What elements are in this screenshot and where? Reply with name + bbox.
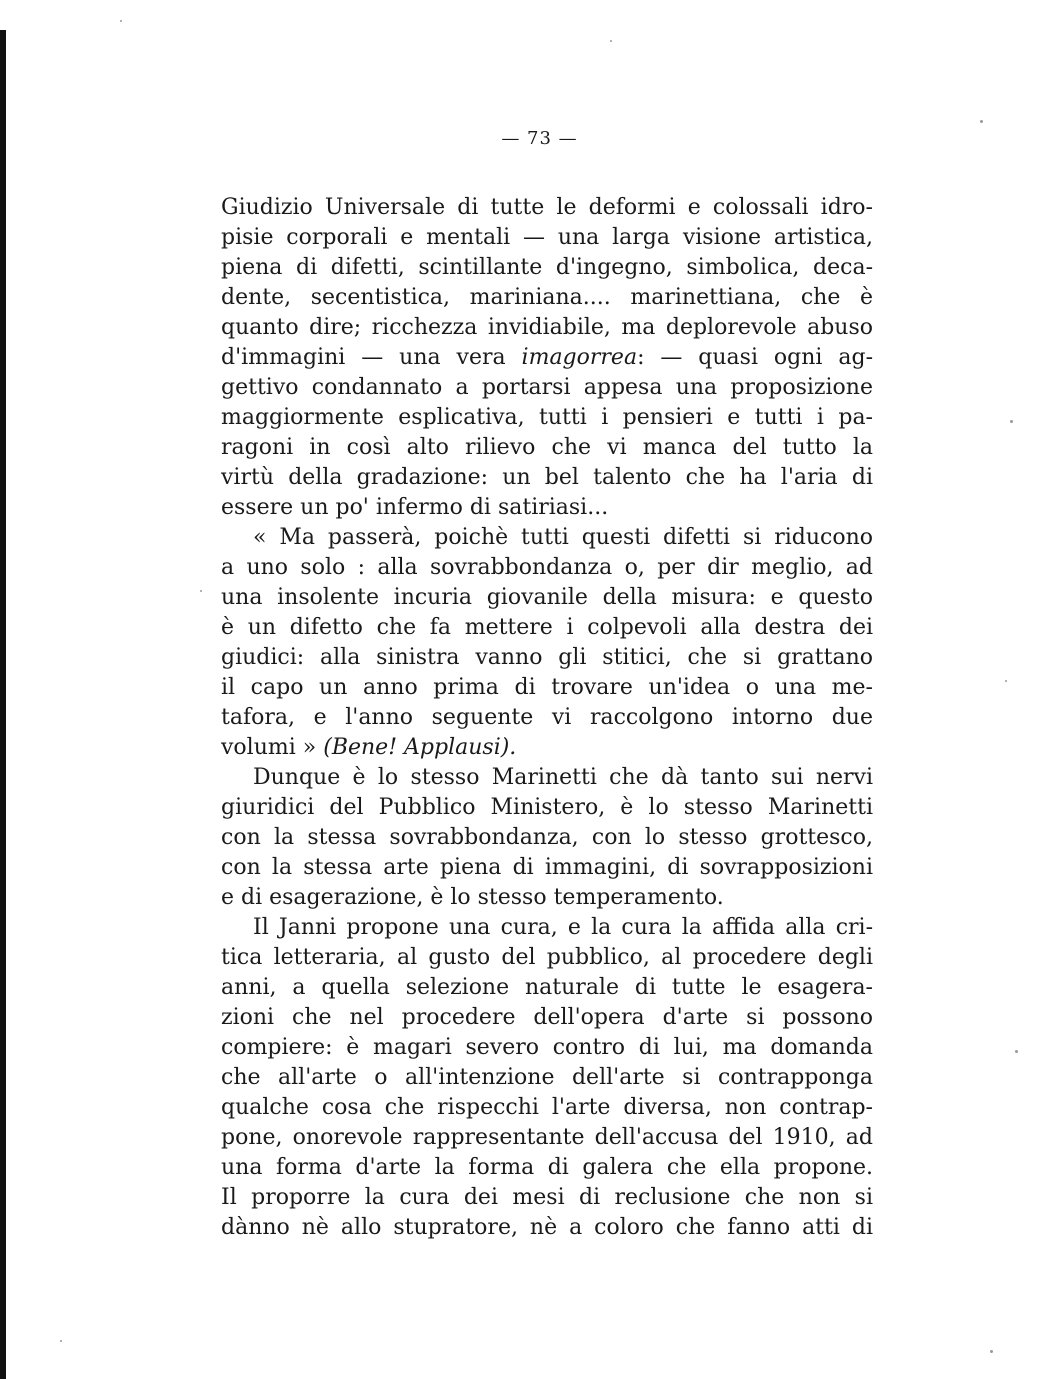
text-line: essere un po' infermo di satiriasi... <box>221 495 609 520</box>
body-text <box>221 193 873 1243</box>
text-line: ragoni in così alto rilievo che vi manca del tutto la <box>221 435 873 460</box>
text-line: Giudizio Universale di tutte le deformi e colossali idro- <box>221 195 873 220</box>
page-number: — 73 — <box>501 128 578 149</box>
text-line: giudici: alla sinistra vanno gli stitici, che si grattano <box>221 645 873 670</box>
binding-edge <box>0 30 6 1379</box>
text-line <box>221 733 873 763</box>
text-segment: d'immagini — una vera <box>221 345 522 370</box>
text-line: qualche cosa che rispecchi l'arte diversa, non contrap- <box>221 1095 873 1120</box>
text-line: maggiormente esplicativa, tutti i pensieri e tutti i pa- <box>221 405 873 430</box>
scan-speck <box>200 590 202 592</box>
scan-speck <box>1005 680 1007 682</box>
text-segment: volumi » <box>221 735 324 760</box>
text-line: zioni che nel procedere dell'opera d'arte si possono <box>221 1005 873 1030</box>
scan-speck <box>980 120 983 123</box>
scan-speck <box>1015 1050 1018 1053</box>
text-line: anni, a quella selezione naturale di tutte le esagera- <box>221 975 873 1000</box>
text-line: è un difetto che fa mettere i colpevoli alla destra dei <box>221 615 873 640</box>
text-line: che all'arte o all'intenzione dell'arte si contrapponga <box>221 1065 873 1090</box>
text-line: con la stessa arte piena di immagini, di sovrapposizioni <box>221 855 873 880</box>
text-line: il capo un anno prima di trovare un'idea o una me- <box>221 675 873 700</box>
scan-speck <box>120 20 122 22</box>
text-line: dente, secentistica, mariniana.... marinettiana, che è <box>221 285 873 310</box>
text-line: « Ma passerà, poichè tutti questi difetti si riducono <box>253 525 873 550</box>
text-line: Il proporre la cura dei mesi di reclusione che non si <box>221 1185 873 1210</box>
text-line: Dunque è lo stesso Marinetti che dà tanto sui nervi <box>253 765 873 790</box>
text-line: Il Janni propone una cura, e la cura la affida alla cri- <box>253 915 873 940</box>
text-line: con la stessa sovrabbondanza, con lo stesso grottesco, <box>221 825 873 850</box>
text-line: a uno solo : alla sovrabbondanza o, per dir meglio, ad <box>221 555 873 580</box>
text-line: compiere: è magari severo contro di lui, ma domanda <box>221 1035 873 1060</box>
text-line: e di esagerazione, è lo stesso temperamento. <box>221 885 724 910</box>
text-line: dànno nè allo stupratore, nè a coloro che fanno atti di <box>221 1215 873 1240</box>
scan-speck <box>60 1340 62 1342</box>
text-segment: : — quasi ogni ag- <box>637 345 873 370</box>
text-line: tica letteraria, al gusto del pubblico, al procedere degli <box>221 945 873 970</box>
text-line: una forma d'arte la forma di galera che ella propone. <box>221 1155 873 1180</box>
scan-speck <box>610 40 612 42</box>
text-line: giuridici del Pubblico Ministero, è lo stesso Marinetti <box>221 795 873 820</box>
scan-speck <box>1010 420 1013 423</box>
text-line: una insolente incuria giovanile della misura: e questo <box>221 585 873 610</box>
italic-word: imagorrea <box>521 345 638 370</box>
text-line <box>221 343 873 373</box>
scan-speck <box>990 1350 993 1353</box>
italic-annotation: (Bene! Applausi). <box>323 735 517 760</box>
text-line: piena di difetti, scintillante d'ingegno, simbolica, deca- <box>221 255 873 280</box>
text-line: quanto dire; ricchezza invidiabile, ma deplorevole abuso <box>221 315 873 340</box>
text-line: tafora, e l'anno seguente vi raccolgono intorno due <box>221 705 873 730</box>
text-line: pone, onorevole rappresentante dell'accusa del 1910, ad <box>221 1125 873 1150</box>
text-line: pisie corporali e mentali — una larga visione artistica, <box>221 225 873 250</box>
text-line: gettivo condannato a portarsi appesa una proposizione <box>221 375 873 400</box>
text-line: virtù della gradazione: un bel talento che ha l'aria di <box>221 465 873 490</box>
